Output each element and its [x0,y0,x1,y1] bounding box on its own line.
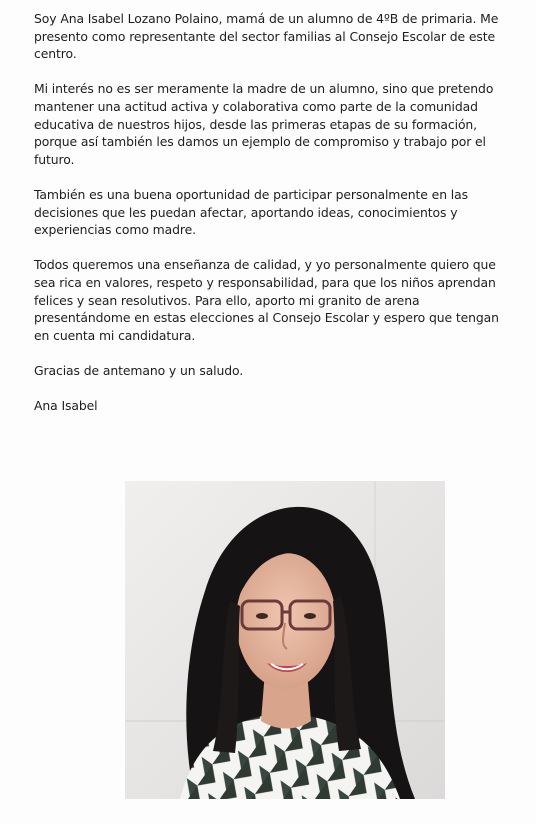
letter-body [34,10,509,432]
paragraph-thanks: Gracias de antemano y un saludo. [34,362,244,378]
paragraph-motivation: Mi interés no es ser meramente la madre de un alumno, sino que pretendo mantener una actitud activa y colaborativa como parte de la comunidad educativa de nuestros hijos, desde las primeras etapas de su formación, porque así también les damos un ejemplo de compromiso y trabajo por el futuro. [34,81,494,167]
paragraph-introduction: Soy Ana Isabel Lozano Polaino, mamá de un alumno de 4ºB de primaria. Me presento como representante del sector familias al Consejo Escolar de este centro. [34,11,499,62]
paragraph-participation: También es una buena oportunidad de participar personalmente en las decisiones que les puedan afectar, aportando ideas, conocimientos y experiencias como madre. [34,186,468,238]
signature: Ana Isabel [34,398,98,414]
paragraph-quality-education: Todos queremos una enseñanza de calidad, y yo personalmente quiero que sea rica en valores, respeto y responsabilidad, para que los niños aprendan felices y sean resolutivos. Para ello, aporto mi granito de arena presentándome en estas elecciones al Consejo Escolar y espero que tengan en cuenta mi candidatura. [34,257,499,343]
portrait-illustration [125,481,445,799]
portrait-photo [125,481,445,799]
